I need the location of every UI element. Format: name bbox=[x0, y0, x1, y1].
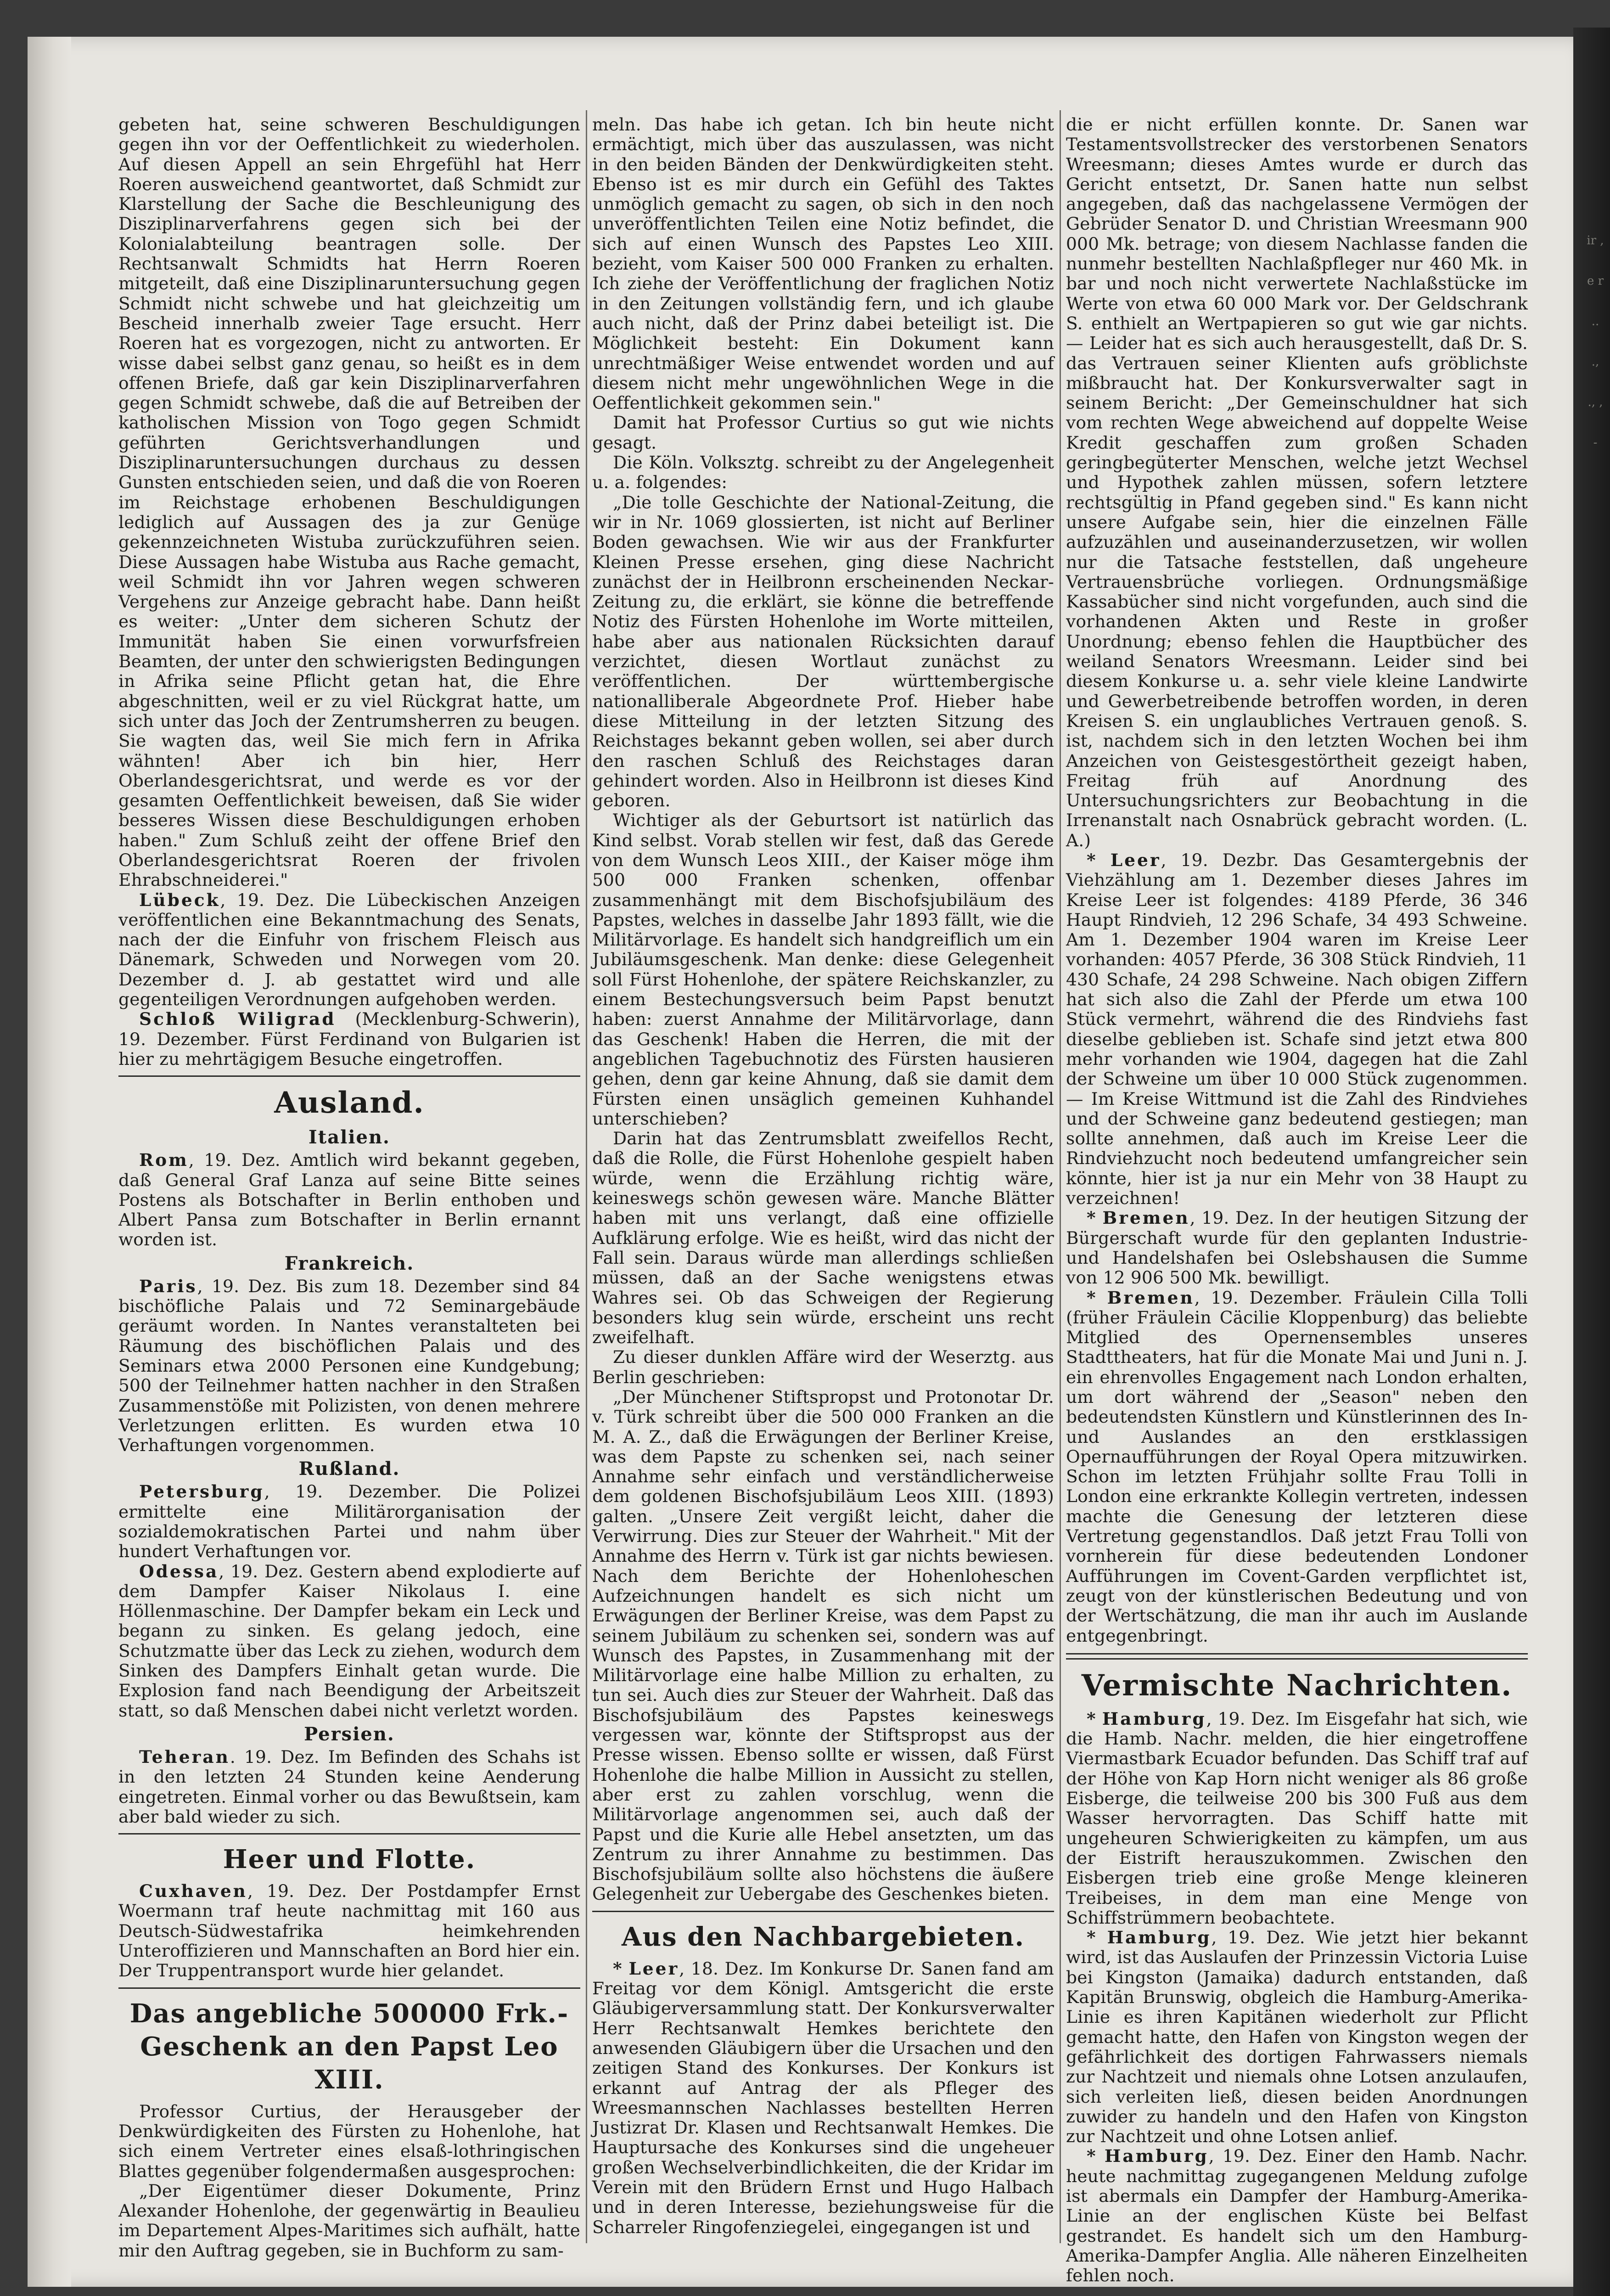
article-text: Wichtiger als der Geburtsort ist natürlich das Kind selbst. Vorab stellen wir fest, daß das Gerede von dem Wunsch Leos XIII., der Kaiser möge ihm 500 000 Franken schenken, offenbar zusammenhängt mit dem Bischofsjubiläum des Papstes, welches in dasselbe Jahr 1893 fällt, wie die Militärvorlage. Es handelt sich handgreiflich um ein Jubiläumsgeschenk. Man denke: diese Gelegenheit soll Fürst Hohenlohe, der spätere Reichskanzler, zu einem Bestechungsversuch beim Papst benutzt haben: zuerst Annahme der Militärvorlage, dann das Geschenk! Haben die Herren, die mit der angeblichen Tagebuchnotiz des Fürsten hausieren gehen, denn gar keine Ahnung, daß sie damit dem Fürsten einen unsäglich gemeinen Kuhhandel unterschieben? bbox=[592, 810, 1054, 1129]
section-rule bbox=[1066, 1653, 1528, 1660]
news-item: * Bremen, 19. Dezember. Fräulein Cilla Tolli (früher Fräulein Cäcilie Kloppenburg) das beliebte Mitglied des Opernensembles unseres Stadttheaters, hat für die Monate Mai und Juni n. J. ein ehrenvolles Engagement nach London erhalten, um dort während der „Season" neben den bedeutendsten Künstlern und Künstlerinnen des In- und Auslandes an den erstklassigen Opernaufführungen der Royal Opera mitzuwirken. Schon im letzten Frühjahr sollte Frau Tolli in London eine erkrankte Kollegin vertreten, indessen machte die Genesung der letzteren diese Vertretung gegenstandlos. Daß jetzt Frau Tolli von vornherein für diese bedeutenden Londoner Aufführungen im Covent-Garden verpflichtet ist, zeugt von der künstlerischen Bedeutung und von der Wertschätzung, die man ihr auch im Auslande entgegenbringt. bbox=[1066, 1287, 1528, 1646]
column-2 bbox=[592, 115, 1054, 2243]
news-item: Paris, 19. Dez. Bis zum 18. Dezember sind 84 bischöfliche Palais und 72 Seminargebäude geräumt worden. In Nantes veranstalteten bei Räumung des bischöflichen Palais und des Seminars etwa 2000 Personen eine Kundgebung; 500 der Teilnehmer hatten nachher in den Straßen Zusammenstöße mit Polizisten, von denen mehrere Verletzungen erlitten. Es wurden etwa 10 Verhaftungen vorgenommen. bbox=[118, 1276, 580, 1456]
section-title-heer: Heer und Flotte. bbox=[223, 1844, 476, 1875]
article-text: Zu dieser dunklen Affäre wird der Weserztg. aus Berlin geschrieben: bbox=[592, 1347, 1054, 1387]
news-item: Rom, 19. Dez. Amtlich wird bekannt gegeben, daß General Graf Lanza auf seine Bitte seines Postens als Botschafter in Berlin enthoben und Albert Pansa zum Botschafter in Berlin ernannt worden ist. bbox=[118, 1150, 580, 1250]
column-rule bbox=[586, 110, 587, 2243]
article-text: „Der Eigentümer dieser Dokumente, Prinz Alexander Hohenlohe, der gegenwärtig in Beaulieu im Departement Alpes-Maritimes sich aufhält, hatte mir den Auftrag gegeben, sie in Buchform zu sam- bbox=[118, 2180, 580, 2261]
news-item: * Hamburg, 19. Dez. Im Eisgefahr hat sich, wie die Hamb. Nachr. melden, die hier eingetroffene Viermastbark Ecuador befunden. Das Schiff traf auf der Höhe von Kap Horn nicht weniger als 86 große Eisberge, die teilweise 200 bis 300 Fuß aus dem Wasser hervorragten. Das Schiff hatte mit ungeheuren Schwierigkeiten zu kämpfen, um aus der Eistrift herauszukommen. Zwischen den Eisbergen trieb eine große Menge kleineren Treibeises, in dem man eine Menge von Schiffstrümmern beobachtete. bbox=[1066, 1708, 1528, 1928]
news-item: * Leer, 18. Dez. Im Konkurse Dr. Sanen fand am Freitag vor dem Königl. Amtsgericht die erste Gläubigerversammlung statt. Der Konkursverwalter Herr Rechtsanwalt Hemkes berichtete den anwesenden Gläubigern über die Ursachen und den zeitigen Stand des Konkurses. Der Konkurs ist erkannt auf Antrag der als Pfleger des Wreesmannschen Nachlasses bestellten Herren Justizrat Dr. Klasen und Rechtsanwalt Hemkes. Die Hauptursache des Konkurses sind die ungeheuer großen Wechselverbindlichkeiten, die der Kridar im Verein mit den Brüdern Ernst und Hugo Halbach und in deren Interesse, beziehungsweise für die Scharreler Ringofenziegelei, eingegangen ist und bbox=[592, 1958, 1054, 2237]
news-item: Odessa, 19. Dez. Gestern abend explodierte auf dem Dampfer Kaiser Nikolaus I. eine Höllenmaschine. Der Dampfer bekam ein Leck und begann zu sinken. Es gelang jedoch, eine Schutzmatte über das Leck zu ziehen, wodurch dem Sinken des Dampfers Einhalt getan wurde. Die Explosion fand nach Beendigung der Arbeitszeit statt, so daß Menschen dabei nicht verletzt worden. bbox=[118, 1561, 580, 1721]
article-text: Die Köln. Volksztg. schreibt zu der Angelegenheit u. a. folgendes: bbox=[592, 452, 1054, 493]
column-3 bbox=[1066, 114, 1528, 2286]
section-title-ausland: Ausland. bbox=[274, 1086, 425, 1120]
article-text: Damit hat Professor Curtius so gut wie nichts gesagt. bbox=[592, 412, 1054, 453]
article-text: „Der Münchener Stiftspropst und Protonotar Dr. v. Türk schreibt über die 500 000 Franken an die M. A. Z., daß die Erwägungen der Berliner Kreise, was dem Papste zu schenken sei, nach seiner Annahme sehr einfach und verständlicherweise dem goldenen Bischofsjubiläum Leos XIII. (1893) galten. „Unsere Zeit vergißt leicht, daher die Verwirrung. Dies zur Steuer der Wahrheit." Mit der Annahme des Herrn v. Türk ist gar nichts bewiesen. Nach dem Berichte der Hohenloheschen Aufzeichnungen handelt es sich nicht um Erwägungen der Berliner Kreise, was dem Papst zu seinem Jubiläum zu schenken sei, sondern was auf Wunsch des Papstes, in Zusammenhang mit der Militärvorlage eine halbe Million zu erhalten, zu tun sei. Auch dies zur Steuer der Wahrheit. Daß das Bischofsjubiläum des Papstes keineswegs vergessen war, könnte der Stiftspropst aus der Presse wissen. Ebenso sollte er wissen, daß Fürst Hohenlohe die halbe Million in Aussicht zu stellen, aber erst zu zahlen vorschlug, wenn die Militärvorlage angenommen sei, auch daß der Papst und die Kurie alle Hebel ansetzten, um das Zentrum zu ihrer Annahme zu bestimmen. Das Bischofsjubiläum sollte also höchstens die äußere Gelegenheit zur Uebergabe des Geschenkes bieten. bbox=[592, 1387, 1054, 1904]
adjacent-page-edge bbox=[1573, 28, 1610, 2296]
news-item: Teheran. 19. Dez. Im Befinden des Schahs ist in den letzten 24 Stunden keine Aenderung eingetreten. Einmal vorher ou das Bewußtsein, kam aber bald wieder zu sich. bbox=[118, 1746, 580, 1827]
article-headline-geschenk: Das angebliche 500000 Frk.-Geschenk an den Papst Leo XIII. bbox=[129, 1998, 569, 2095]
subsection-title-persien: Persien. bbox=[304, 1723, 395, 1745]
adjacent-page-text: ir , e r .. ., ., , - bbox=[1587, 234, 1604, 450]
article-text: Darin hat das Zentrumsblatt zweifellos Recht, daß die Rolle, die Fürst Hohenlohe gespielt haben würde, wenn die Erzählung richtig wäre, keineswegs schön gewesen wäre. Manche Blätter haben mit uns verlangt, daß eine offizielle Aufklärung erfolge. Wie es heißt, wird das nicht der Fall sein. Daraus würde man allerdings schließen müssen, daß an der Sache wenigstens etwas Wahres sei. Ob das Schweigen der Regierung besonders klug sein würde, erscheint uns recht zweifelhaft. bbox=[592, 1128, 1054, 1348]
article-text: gebeten hat, seine schweren Beschuldigungen gegen ihn vor der Oeffentlichkeit zu wiederholen. Auf diesen Appell an sein Ehrgefühl hat Herr Roeren ausweichend geantwortet, daß Schmidt zur Klarstellung der Sache die Beschleunigung des Disziplinarverfahrens gegen sich bei der Kolonialabteilung beantragen solle. Der Rechtsanwalt Schmidts hat Herrn Roeren mitgeteilt, daß eine Disziplinaruntersuchung gegen Schmidt nicht schwebe und hat gleichzeitig um Bescheid innerhalb zweier Tage ersucht. Herr Roeren hat es vorgezogen, nicht zu antworten. Er wisse dabei selbst ganz genau, so heißt es in dem offenen Briefe, daß gar kein Disziplinarverfahren gegen Schmidt schwebe, daß die auf Betreiben der katholischen Mission von Togo gegen Schmidt geführten Gerichtsverhandlungen und Disziplinaruntersuchungen durchaus zu dessen Gunsten entschieden seien, und daß die von Roeren im Reichstage erhobenen Beschuldigungen lediglich auf Aussagen des ja zur Genüge gekennzeichneten Wistuba zurückzuführen seien. Diese Aussagen habe Wistuba aus Rache gemacht, weil Schmidt ihn vor Jahren wegen schweren Vergehens zur Anzeige gebracht habe. Dann heißt es weiter: „Unter dem sicheren Schutz der Immunität haben Sie einen vorwurfsfreien Beamten, der unter den schwierigsten Bedingungen in Afrika seine Pflicht getan hat, die Ehre abgeschnitten, weil er zu viel Rückgrat hatte, um sich unter das Joch der Zentrumsherren zu beugen. Sie wagten das, weil Sie mich fern in Afrika wähnten! Aber ich bin hier, Herr Oberlandesgerichtsrat, und werde es vor der gesamten Oeffentlichkeit beweisen, daß Sie wider besseres Wissen diese Beschuldigungen erhoben haben." Zum Schluß zeiht der offene Brief den Oberlandesgerichtsrat Roeren der frivolen Ehrabschneiderei." bbox=[118, 114, 580, 890]
news-item: * Hamburg, 19. Dez. Wie jetzt hier bekannt wird, ist das Auslaufen der Prinzessin Victoria Luise bei Kingston (Jamaika) dadurch entstanden, daß Kapitän Brunswig, obgleich die Hamburg-Amerika-Linie es ihren Kapitänen wiederholt zur Pflicht gemacht hatte, den Hafen von Kingston wegen der gefährlichkeit des dortigen Fahrwassers niemals zur Nachtzeit und niemals ohne Lotsen anzulaufen, sich verleiten ließ, diesen beiden Anordnungen zuwider zu handeln und den Hafen von Kingston zur Nachtzeit und ohne Lotsen anlief. bbox=[1066, 1927, 1528, 2147]
news-item: * Bremen, 19. Dez. In der heutigen Sitzung der Bürgerschaft wurde für den geplanten Industrie- und Handelshafen bei Oslebshausen die Summe von 12 906 500 Mk. bewilligt. bbox=[1066, 1208, 1528, 1288]
news-item: Cuxhaven, 19. Dez. Der Postdampfer Ernst Woermann traf heute nachmittag mit 160 aus Deutsch-Südwestafrika heimkehrenden Unteroffizieren und Mannschaften an Bord hier ein. Der Truppentransport wurde hier gelandet. bbox=[118, 1881, 580, 1981]
column-1 bbox=[118, 114, 580, 2261]
news-item: Petersburg, 19. Dezember. Die Polizei ermittelte eine Militärorganisation der sozialdemokratischen Partei und nahm über hundert Verhaftungen vor. bbox=[118, 1481, 580, 1562]
news-item: * Hamburg, 19. Dez. Einer den Hamb. Nachr. heute nachmittag zugegangenen Meldung zufolge ist abermals ein Dampfer der Hamburg-Amerika-Linie an der englischen Küste bei Belfast gestrandet. Es handelt sich um den Hamburg-Amerika-Dampfer Anglia. Alle näheren Einzelheiten fehlen noch. bbox=[1066, 2146, 1528, 2286]
article-text: die er nicht erfüllen konnte. Dr. Sanen war Testamentsvollstrecker des verstorbenen Senators Wreesmann; dieses Amtes wurde er durch das Gericht entsetzt, Dr. Sanen hatte nun selbst angegeben, daß das nachgelassene Vermögen der Gebrüder Senator D. und Christian Wreesmann 900 000 Mk. betrage; von diesem Nachlasse fanden die nunmehr bestellten Nachlaßpfleger nur 460 Mk. in bar und noch nicht verwertete Nachlaßstücke im Werte von etwa 60 000 Mark vor. Der Geldschrank S. enthielt an Wertpapieren so gut wie gar nichts. — Leider hat es sich auch herausgestellt, daß Dr. S. das Vertrauen seiner Klienten aufs gröblichste mißbraucht hat. Der Konkursverwalter sagt in seinem Bericht: „Der Gemeinschuldner hat sich vom rechten Wege abweichend auf doppelte Weise Kredit geschaffen zum großen Schaden geringbegüterter Menschen, welche jetzt Wechsel und Hypothek zahlen müssen, sofern letztere rechtsgültig in Pfand gegeben sind." Es kann nicht unsere Aufgabe sein, hier die einzelnen Fälle aufzuzählen und auseinanderzusetzen, wir wollen nur die Tatsache feststellen, daß ungeheure Vertrauensbrüche vorliegen. Ordnungsmäßige Kassabücher sind nicht vorgefunden, auch sind die vorhandenen Akten und Reste in großer Unordnung; ebenso fehlen die Hauptbücher des weiland Senators Wreesmann. Leider sind bei diesem Konkurse u. a. sehr viele kleine Landwirte und Gewerbetreibende betroffen worden, in deren Kreisen S. ein unglaubliches Vertrauen genoß. S. ist, nachdem sich in den letzten Wochen bei ihm Anzeichen von Geistesgestörtheit gezeigt haben, Freitag früh auf Anordnung des Untersuchungsrichters zur Beobachtung in die Irrenanstalt nach Osnabrück gebracht worden. (L. A.) bbox=[1066, 114, 1528, 850]
subsection-title-frankreich: Frankreich. bbox=[284, 1252, 415, 1274]
article-text: Professor Curtius, der Herausgeber der Denkwürdigkeiten des Fürsten zu Hohenlohe, hat sich einem Vertreter eines elsaß-lothringischen Blattes gegenüber folgendermaßen ausgesprochen: bbox=[118, 2101, 580, 2181]
book-spine-shadow bbox=[28, 37, 71, 2287]
news-item: Schloß Wiligrad (Mecklenburg-Schwerin), 19. Dezember. Fürst Ferdinand von Bulgarien ist hier zu mehrtägigem Besuche eingetroffen. bbox=[118, 1009, 580, 1069]
section-title-vermischte: Vermischte Nachrichten. bbox=[1081, 1668, 1513, 1703]
section-title-nachbargebiete: Aus den Nachbargebieten. bbox=[622, 1921, 1025, 1952]
article-text: „Die tolle Geschichte der National-Zeitung, die wir in Nr. 1069 glossierten, ist nicht auf Berliner Boden gewachsen. Wie wir aus der Frankfurter Kleinen Presse ersehen, ging diese Nachricht zunächst der in Heilbronn erscheinenden Neckar-Zeitung zu, die erklärt, sie könne die betreffende Notiz des Fürsten Hohenlohe im Worte mitteilen, habe aber aus nationalen Rücksichten darauf verzichtet, diesen Wortlaut zunächst zu veröffentlichen. Der württembergische nationalliberale Abgeordnete Prof. Hieber habe diese Mitteilung in der letzten Sitzung des Reichstages bekannt geben wollen, sei aber durch den raschen Schluß des Reichstages daran gehindert worden. Also in Heilbronn ist dieses Kind geboren. bbox=[592, 492, 1054, 811]
news-item: Lübeck, 19. Dez. Die Lübeckischen Anzeigen veröffentlichen eine Bekanntmachung des Senats, nach der die Einfuhr von frischem Fleisch aus Dänemark, Schweden und Norwegen vom 20. Dezember d. J. ab gestattet wird und alle gegenteiligen Verordnungen aufgehoben werden. bbox=[118, 889, 580, 1010]
section-rule bbox=[592, 1911, 1054, 1912]
news-item: * Leer, 19. Dezbr. Das Gesamtergebnis der Viehzählung am 1. Dezember dieses Jahres im Kreise Leer ist folgendes: 4189 Pferde, 36 346 Haupt Rindvieh, 12 296 Schafe, 34 493 Schweine. Am 1. Dezember 1904 waren im Kreise Leer vorhanden: 4057 Pferde, 36 308 Stück Rindvieh, 11 430 Schafe, 24 298 Schweine. Nach obigen Ziffern hat sich also die Zahl der Pferde um etwa 100 Stück vermehrt, während die des Rindviehs fast dieselbe geblieben ist. Schafe sind jetzt etwa 800 mehr vorhanden wie 1904, dagegen hat die Zahl der Schweine um über 10 000 Stück zugenommen. — Im Kreise Wittmund ist die Zahl des Rindviehes und der Schweine ganz bedeutend gestiegen; man sollte annehmen, daß auch im Kreise Leer die Rindviehzucht noch bedeutend umfangreicher sein könnte, hier ist ja nur ein Mehr von 38 Haupt zu verzeichnen! bbox=[1066, 850, 1528, 1209]
column-rule bbox=[1060, 110, 1061, 2243]
article-text: meln. Das habe ich getan. Ich bin heute nicht ermächtigt, mich über das auszulassen, was nicht in den beiden Bänden der Denkwürdigkeiten steht. Ebenso ist es mir durch ein Gefühl des Taktes unmöglich gemacht zu sagen, ob sich in den noch unveröffentlichten Teilen eine Notiz befindet, die sich auf einen Wunsch des Papstes Leo XIII. bezieht, vom Kaiser 500 000 Franken zu erhalten. Ich ziehe der Veröffentlichung der fraglichen Notiz in den Zeitungen vollständig fern, und ich glaube auch nicht, daß der Prinz dabei beteiligt ist. Die Möglichkeit besteht: Ein Dokument kann unrechtmäßiger Weise entwendet worden und auf diesem nicht mehr ungewöhnlichen Wege in die Oeffentlichkeit gekommen sein." bbox=[592, 114, 1054, 413]
section-rule bbox=[118, 1075, 580, 1077]
section-rule bbox=[118, 1833, 580, 1835]
section-rule bbox=[118, 1987, 580, 1989]
subsection-title-italien: Italien. bbox=[309, 1126, 390, 1148]
subsection-title-russland: Rußland. bbox=[298, 1458, 400, 1480]
